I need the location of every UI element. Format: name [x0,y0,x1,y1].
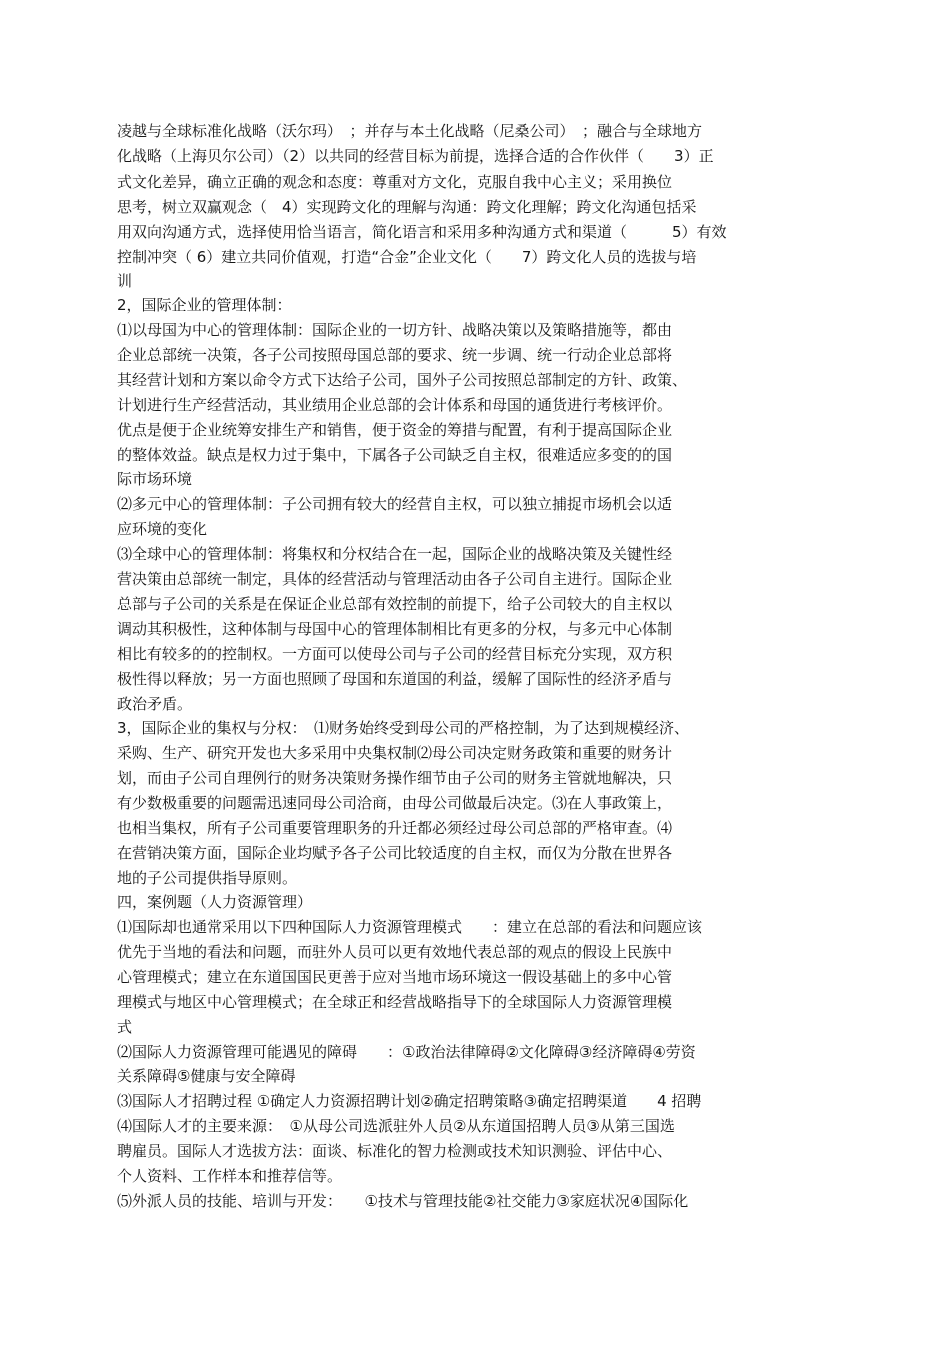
text-line: 划，而由子公司自理例行的财务决策财务操作细节由子公司的财务主管就地解决，只 [117,769,673,787]
text-line: ⑸外派人员的技能、培训与开发： ①技术与管理技能②社交能力③家庭状况④国际化 [117,1192,689,1210]
text-line: 关系障碍⑤健康与安全障碍 [117,1067,296,1085]
text-line: ⑴国际却也通常采用以下四种国际人力资源管理模式 ：建立在总部的看法和问题应该 [117,918,703,936]
text-line: 思考，树立双赢观念（ 4）实现跨文化的理解与沟通：跨文化理解；跨文化沟通包括采 [117,198,697,216]
text-line: ⑵国际人力资源管理可能遇见的障碍 ：①政治法律障碍②文化障碍③经济障碍④劳资 [117,1043,696,1061]
text-line: 个人资料、工作样本和推荐信等。 [117,1167,343,1185]
text-line: 化战略（上海贝尔公司）（2）以共同的经营目标为前提，选择合适的合作伙伴（ 3）正 [117,147,714,165]
text-line: 心管理模式；建立在东道国国民更善于应对当地市场环境这一假设基础上的多中心管 [117,968,673,986]
text-line: 理模式与地区中心管理模式；在全球正和经营战略指导下的全球国际人力资源管理模 [117,993,673,1011]
text-line: 控制冲突（ 6）建立共同价值观，打造“合金”企业文化（ 7）跨文化人员的选拔与培 [117,248,697,266]
text-line: ⑷国际人才的主要来源： ①从母公司选派驻外人员②从东道国招聘人员③从第三国选 [117,1117,675,1135]
text-line: 式文化差异，确立正确的观念和态度：尊重对方文化，克服自我中心主义；采用换位 [117,173,673,191]
text-line: 凌越与全球标准化战略（沃尔玛） ；并存与本土化战略（尼桑公司） ；融合与全球地方 [117,122,703,140]
text-line: 用双向沟通方式，选择使用恰当语言，简化语言和采用多种沟通方式和渠道（ 5）有效 [117,223,727,241]
section-heading: 3，国际企业的集权与分权： ⑴财务始终受到母公司的严格控制，为了达到规模经济、 [117,719,690,737]
text-line: 企业总部统一决策，各子公司按照母国总部的要求、统一步调、统一行动企业总部将 [117,346,673,364]
text-line: 营决策由总部统一制定，具体的经营活动与管理活动由各子公司自主进行。国际企业 [117,570,673,588]
text-line: 训 [117,272,133,290]
section-heading: 四，案例题（人力资源管理） [117,893,313,911]
text-line: 式 [117,1018,133,1036]
section-heading: 2，国际企业的管理体制： [117,296,292,314]
text-line: 政治矛盾。 [117,695,193,713]
text-line: 相比有较多的的控制权。一方面可以使母公司与子公司的经营目标充分实现，双方积 [117,645,673,663]
text-line: ⑶国际人才招聘过程 ①确定人力资源招聘计划②确定招聘策略③确定招聘渠道 4 招聘 [117,1092,702,1110]
text-line: ⑵多元中心的管理体制：子公司拥有较大的经营自主权，可以独立捕捉市场机会以适 [117,495,673,513]
text-line: 总部与子公司的关系是在保证企业总部有效控制的前提下，给子公司较大的自主权以 [117,595,673,613]
text-line: 际市场环境 [117,470,193,488]
text-line: 应环境的变化 [117,520,208,538]
text-line: 的整体效益。缺点是权力过于集中，下属各子公司缺乏自主权，很难适应多变的的国 [117,446,673,464]
text-line: 采购、生产、研究开发也大多采用中央集权制⑵母公司决定财务政策和重要的财务计 [117,744,673,762]
text-line: 聘雇员。国际人才选拔方法：面谈、标准化的智力检测或技术知识测验、评估中心、 [117,1142,673,1160]
text-line: 极性得以释放；另一方面也照顾了母国和东道国的利益，缓解了国际性的经济矛盾与 [117,670,673,688]
text-line: 优点是便于企业统筹安排生产和销售，便于资金的筹措与配置，有利于提高国际企业 [117,421,673,439]
text-line: ⑶全球中心的管理体制：将集权和分权结合在一起，国际企业的战略决策及关键性经 [117,545,673,563]
text-line: 有少数极重要的问题需迅速同母公司洽商，由母公司做最后决定。⑶在人事政策上， [117,794,673,812]
text-line: 地的子公司提供指导原则。 [117,869,298,887]
text-line: 调动其积极性，这种体制与母国中心的管理体制相比有更多的分权，与多元中心体制 [117,620,673,638]
text-line: 也相当集权，所有子公司重要管理职务的升迁都必须经过母公司总部的严格审查。⑷ [117,819,673,837]
text-line: ⑴以母国为中心的管理体制：国际企业的一切方针、战略决策以及策略措施等，都由 [117,321,673,339]
text-line: 其经营计划和方案以命令方式下达给子公司，国外子公司按照总部制定的方针、政策、 [117,371,688,389]
text-line: 在营销决策方面，国际企业均赋予各子公司比较适度的自主权，而仅为分散在世界各 [117,844,673,862]
text-line: 优先于当地的看法和问题，而驻外人员可以更有效地代表总部的观点的假设上民族中 [117,943,673,961]
text-line: 计划进行生产经营活动，其业绩用企业总部的会计体系和母国的通货进行考核评价。 [117,396,673,414]
